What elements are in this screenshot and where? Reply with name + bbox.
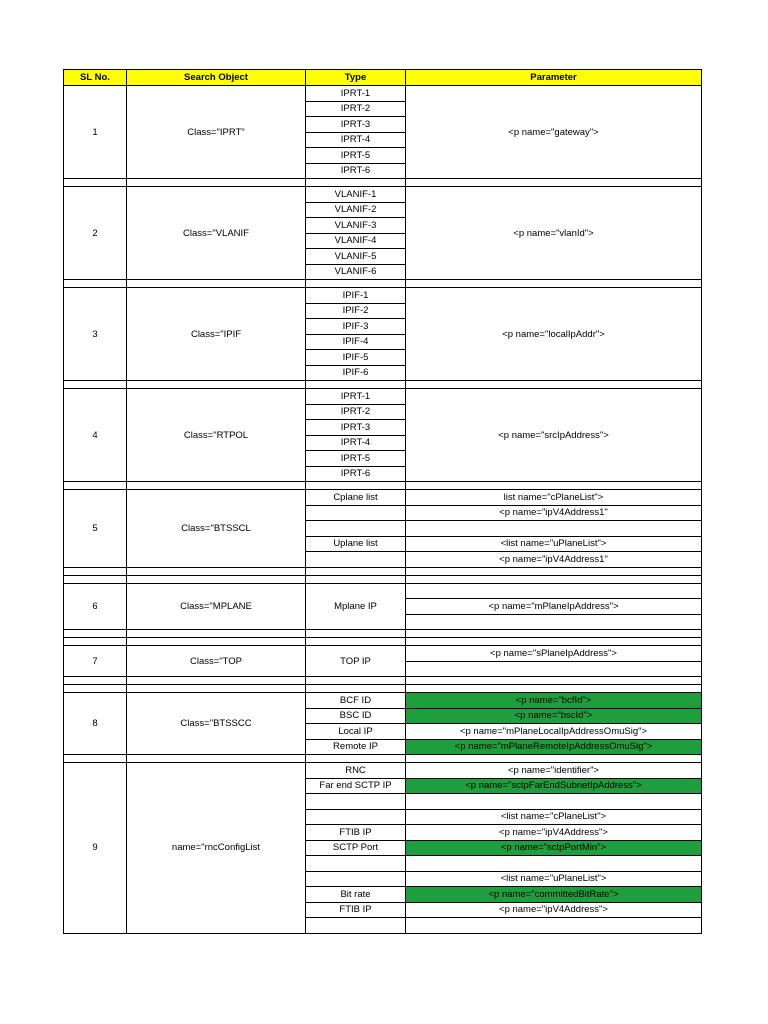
table-row — [64, 693, 702, 709]
spacer-row — [64, 482, 702, 490]
table-row — [64, 389, 702, 405]
search-object-cell: Class="BTSSCC — [127, 693, 306, 755]
sl-number-cell: 1 — [64, 86, 127, 179]
empty-cell — [64, 482, 127, 490]
spacer-row — [64, 685, 702, 693]
table-row — [64, 646, 702, 662]
parameter-cell: <p name="vlanId"> — [406, 187, 702, 280]
empty-cell — [406, 677, 702, 685]
header-parameter: Parameter — [406, 70, 702, 86]
parameter-cell — [406, 856, 702, 872]
sl-number-cell: 5 — [64, 490, 127, 568]
type-cell: IPRT-3 — [306, 420, 406, 436]
type-cell: VLANIF-5 — [306, 249, 406, 265]
search-object-cell: Class="VLANIF — [127, 187, 306, 280]
spacer-row — [64, 755, 702, 763]
parameter-cell: <p name="identifier"> — [406, 763, 702, 779]
empty-cell — [64, 280, 127, 288]
empty-cell — [127, 381, 306, 389]
table-row — [64, 86, 702, 102]
type-cell: VLANIF-4 — [306, 233, 406, 249]
header-sl-no: SL No. — [64, 70, 127, 86]
type-cell: Cplane list — [306, 490, 406, 506]
parameter-cell — [406, 521, 702, 537]
parameter-cell: <p name="mPlaneRemoteIpAddressOmuSig"> — [406, 739, 702, 755]
empty-cell — [127, 677, 306, 685]
parameter-cell: <p name="gateway"> — [406, 86, 702, 179]
type-cell — [306, 856, 406, 872]
type-cell: IPIF-2 — [306, 303, 406, 319]
parameter-cell: list name="cPlaneList"> — [406, 490, 702, 506]
parameter-cell — [406, 661, 702, 677]
type-cell: IPRT-2 — [306, 101, 406, 117]
parameter-cell: <p name="ipV4Address1" — [406, 505, 702, 521]
empty-cell — [406, 179, 702, 187]
type-cell: IPRT-6 — [306, 466, 406, 482]
type-cell: IPRT-1 — [306, 389, 406, 405]
empty-cell — [127, 179, 306, 187]
parameter-cell: <p name="ipV4Address1" — [406, 552, 702, 568]
parameter-cell — [406, 614, 702, 630]
type-cell: IPRT-2 — [306, 404, 406, 420]
type-cell: IPIF-4 — [306, 334, 406, 350]
type-cell: VLANIF-3 — [306, 218, 406, 234]
parameter-cell: <p name="sctpFarEndSubnetIpAddress"> — [406, 778, 702, 794]
type-cell — [306, 809, 406, 825]
empty-cell — [64, 638, 127, 646]
type-cell: IPIF-3 — [306, 319, 406, 335]
search-object-cell: Class="TOP — [127, 646, 306, 677]
type-cell: BSC ID — [306, 708, 406, 724]
parameter-cell: <p name="mPlaneIpAddress"> — [406, 599, 702, 615]
empty-cell — [306, 755, 406, 763]
empty-cell — [406, 482, 702, 490]
spacer-row — [64, 381, 702, 389]
empty-cell — [306, 179, 406, 187]
empty-cell — [127, 280, 306, 288]
empty-cell — [64, 755, 127, 763]
search-object-cell: Class="BTSSCL — [127, 490, 306, 568]
parameter-cell: <p name="ipV4Address"> — [406, 825, 702, 841]
type-cell: Local IP — [306, 724, 406, 740]
empty-cell — [406, 685, 702, 693]
empty-cell — [127, 755, 306, 763]
type-cell: IPRT-6 — [306, 163, 406, 179]
type-cell — [306, 521, 406, 537]
header-row — [64, 70, 702, 86]
type-cell: Bit rate — [306, 887, 406, 903]
empty-cell — [306, 567, 406, 575]
sl-number-cell: 2 — [64, 187, 127, 280]
empty-cell — [306, 630, 406, 638]
empty-cell — [306, 638, 406, 646]
type-cell: VLANIF-1 — [306, 187, 406, 203]
spacer-row — [64, 630, 702, 638]
type-cell: IPRT-3 — [306, 117, 406, 133]
table-row — [64, 583, 702, 599]
parameter-cell: <p name="committedBitRate"> — [406, 887, 702, 903]
type-cell: Remote IP — [306, 739, 406, 755]
sl-number-cell: 3 — [64, 288, 127, 381]
type-cell: BCF ID — [306, 693, 406, 709]
table-row — [64, 490, 702, 506]
empty-cell — [306, 575, 406, 583]
type-cell: IPIF-6 — [306, 365, 406, 381]
type-cell: VLANIF-2 — [306, 202, 406, 218]
empty-cell — [64, 179, 127, 187]
header-type: Type — [306, 70, 406, 86]
parameter-cell: <list name="uPlaneList"> — [406, 536, 702, 552]
empty-cell — [127, 638, 306, 646]
empty-cell — [127, 575, 306, 583]
parameter-cell: <list name="cPlaneList"> — [406, 809, 702, 825]
empty-cell — [64, 630, 127, 638]
type-cell: IPRT-4 — [306, 435, 406, 451]
sl-number-cell: 8 — [64, 693, 127, 755]
spacer-row — [64, 677, 702, 685]
parameter-cell: <p name="srcIpAddress"> — [406, 389, 702, 482]
empty-cell — [127, 567, 306, 575]
parameter-cell: <p name="sctpPortMin"> — [406, 840, 702, 856]
search-object-cell: Class="MPLANE — [127, 583, 306, 630]
spacer-row — [64, 280, 702, 288]
type-cell: FTIB IP — [306, 825, 406, 841]
type-cell: IPRT-5 — [306, 148, 406, 164]
parameter-cell — [406, 583, 702, 599]
table-row — [64, 187, 702, 203]
type-cell: IPIF-5 — [306, 350, 406, 366]
empty-cell — [306, 482, 406, 490]
parameter-cell — [406, 918, 702, 934]
parameter-cell: <list name="uPlaneList"> — [406, 871, 702, 887]
empty-cell — [406, 638, 702, 646]
table-body — [64, 86, 702, 934]
empty-cell — [306, 685, 406, 693]
table-row — [64, 288, 702, 304]
type-cell — [306, 505, 406, 521]
type-cell — [306, 918, 406, 934]
empty-cell — [64, 381, 127, 389]
spacer-row — [64, 567, 702, 575]
sl-number-cell: 6 — [64, 583, 127, 630]
parameter-cell: <p name="ipV4Address"> — [406, 902, 702, 918]
parameter-cell: <p name="bcfId"> — [406, 693, 702, 709]
type-cell: IPIF-1 — [306, 288, 406, 304]
empty-cell — [127, 630, 306, 638]
empty-cell — [64, 677, 127, 685]
search-object-cell: name="rncConfigList — [127, 763, 306, 934]
type-cell: Mplane IP — [306, 583, 406, 630]
empty-cell — [306, 381, 406, 389]
empty-cell — [306, 280, 406, 288]
empty-cell — [406, 575, 702, 583]
empty-cell — [306, 677, 406, 685]
parameter-cell: <p name="mPlaneLocalIpAddressOmuSig"> — [406, 724, 702, 740]
empty-cell — [406, 280, 702, 288]
type-cell: Uplane list — [306, 536, 406, 552]
empty-cell — [64, 685, 127, 693]
type-cell: FTIB IP — [306, 902, 406, 918]
parameter-cell: <p name="sPlaneIpAddress"> — [406, 646, 702, 662]
empty-cell — [64, 575, 127, 583]
empty-cell — [64, 567, 127, 575]
type-cell — [306, 871, 406, 887]
type-cell: SCTP Port — [306, 840, 406, 856]
empty-cell — [406, 630, 702, 638]
sl-number-cell: 9 — [64, 763, 127, 934]
type-cell: Far end SCTP IP — [306, 778, 406, 794]
empty-cell — [406, 567, 702, 575]
spacer-row — [64, 638, 702, 646]
spacer-row — [64, 179, 702, 187]
sl-number-cell: 7 — [64, 646, 127, 677]
empty-cell — [406, 755, 702, 763]
empty-cell — [127, 685, 306, 693]
parameter-cell: <p name="bscId"> — [406, 708, 702, 724]
search-object-cell: Class="IPRT" — [127, 86, 306, 179]
search-object-cell: Class="IPIF — [127, 288, 306, 381]
type-cell: TOP IP — [306, 646, 406, 677]
type-cell: IPRT-4 — [306, 132, 406, 148]
type-cell: IPRT-5 — [306, 451, 406, 467]
search-object-cell: Class="RTPOL — [127, 389, 306, 482]
type-cell: RNC — [306, 763, 406, 779]
empty-cell — [127, 482, 306, 490]
type-cell: VLANIF-6 — [306, 264, 406, 280]
type-cell — [306, 794, 406, 810]
sl-number-cell: 4 — [64, 389, 127, 482]
spacer-row — [64, 575, 702, 583]
table-row — [64, 763, 702, 779]
header-search-object: Search Object — [127, 70, 306, 86]
parameter-table — [63, 69, 702, 934]
parameter-cell: <p name="localIpAddr"> — [406, 288, 702, 381]
type-cell — [306, 552, 406, 568]
parameter-cell — [406, 794, 702, 810]
empty-cell — [406, 381, 702, 389]
type-cell: IPRT-1 — [306, 86, 406, 102]
